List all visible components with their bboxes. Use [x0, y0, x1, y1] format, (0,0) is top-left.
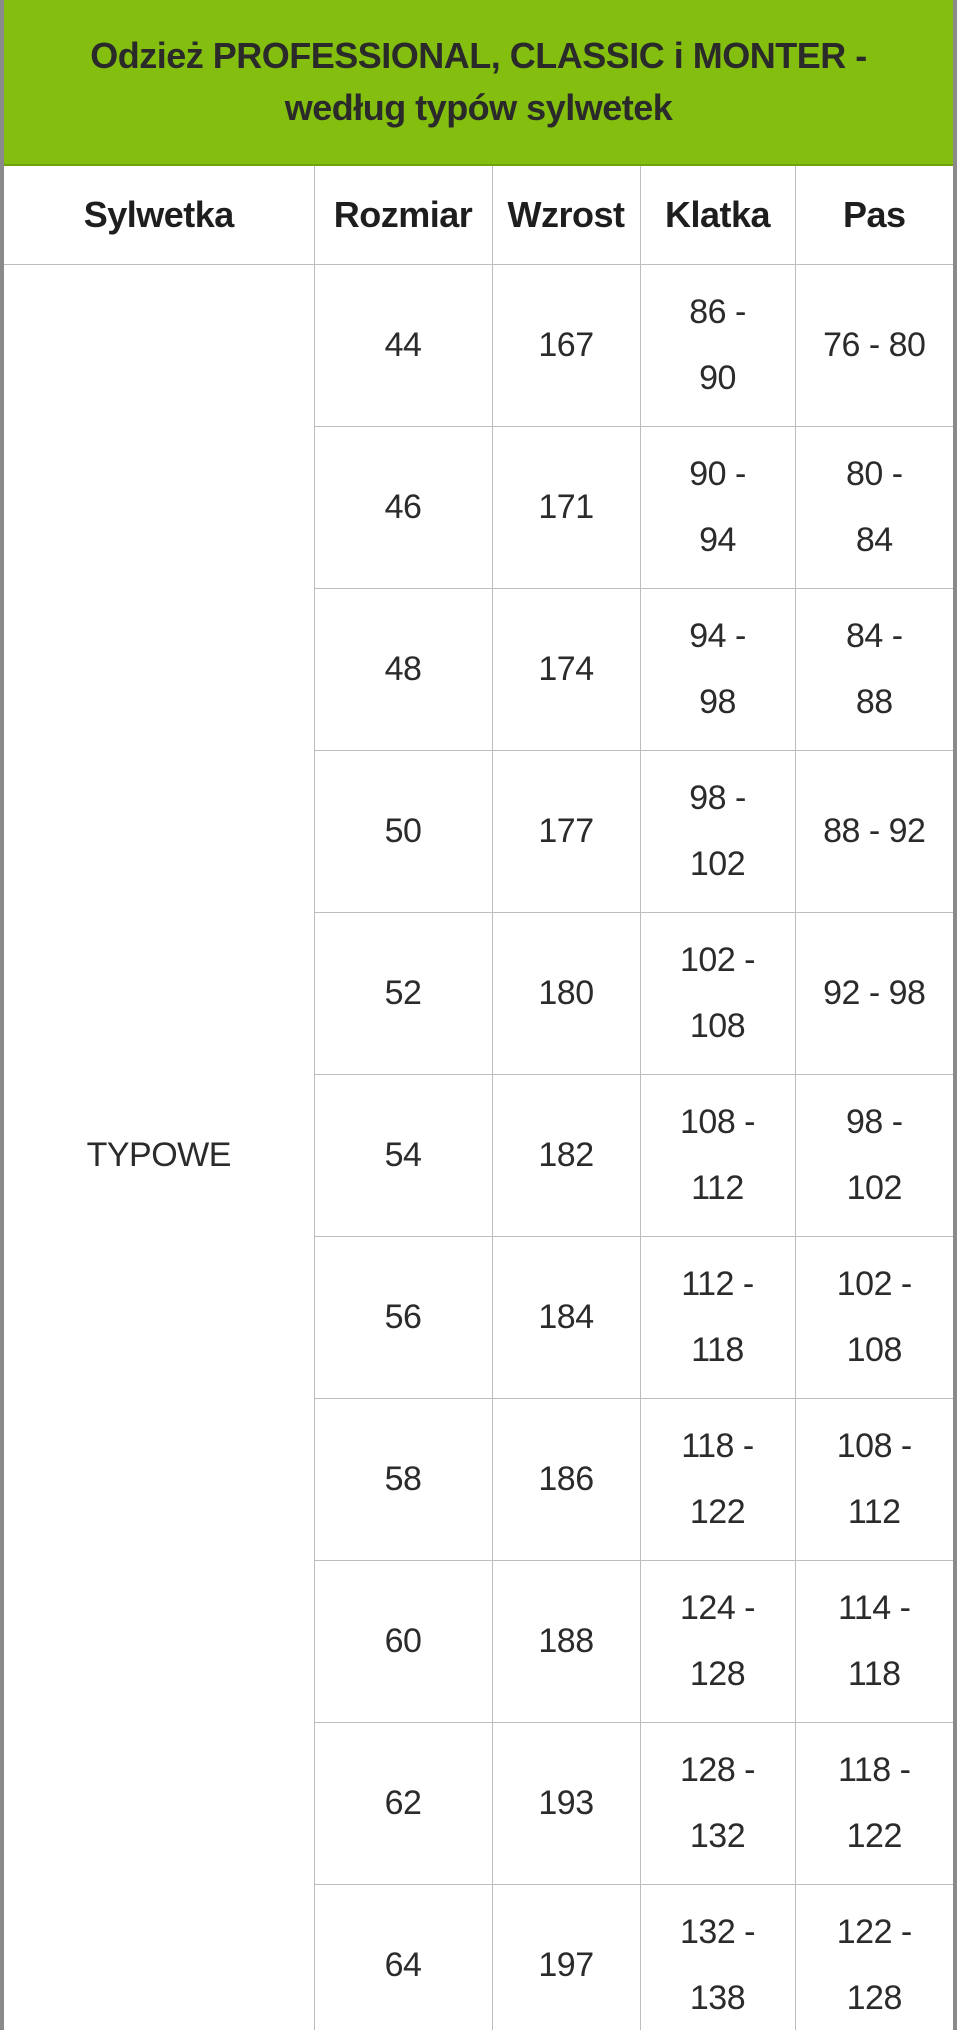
cell-pas: [795, 912, 953, 1074]
header-sylwetka: Sylwetka: [4, 166, 314, 264]
cell-klatka-line: 124 -: [680, 1589, 755, 1627]
cell-wzrost: 167: [492, 264, 640, 426]
title-line-2: według typów sylwetek: [284, 87, 673, 128]
cell-rozmiar: 52: [314, 912, 492, 1074]
cell-klatka-line: 90: [699, 359, 736, 397]
cell-pas-line: 122 -: [836, 1913, 912, 1951]
cell-pas-line: 76 - 80: [823, 326, 926, 364]
cell-klatka: [640, 588, 795, 750]
cell-wzrost: 182: [492, 1074, 640, 1236]
cell-rozmiar: 50: [314, 750, 492, 912]
title-line-1: Odzież PROFESSIONAL, CLASSIC i MONTER -: [90, 35, 867, 76]
cell-klatka-line: 138: [689, 1979, 746, 2017]
cell-klatka-line: 108 -: [680, 1103, 755, 1141]
header-rozmiar: Rozmiar: [314, 166, 492, 264]
cell-klatka: [640, 1236, 795, 1398]
cell-klatka-line: 90 -: [689, 455, 746, 493]
cell-pas: [795, 264, 953, 426]
cell-klatka-line: 108: [689, 1007, 746, 1045]
cell-pas: [795, 1722, 953, 1884]
cell-klatka-line: 128: [689, 1655, 746, 1693]
cell-pas-line: 88 - 92: [823, 812, 926, 850]
table-row: [4, 264, 953, 426]
cell-pas: [795, 750, 953, 912]
header-wzrost: Wzrost: [492, 166, 640, 264]
header-pas: Pas: [795, 166, 953, 264]
cell-pas-line: 84: [855, 521, 893, 559]
cell-pas-line: 80 -: [845, 455, 903, 493]
cell-klatka: [640, 426, 795, 588]
cell-klatka-line: 132: [689, 1817, 746, 1855]
cell-pas-line: 88: [855, 683, 893, 721]
header-klatka: Klatka: [640, 166, 795, 264]
cell-pas-line: 92 - 98: [823, 974, 926, 1012]
cell-wzrost: 184: [492, 1236, 640, 1398]
cell-pas-line: 84 -: [845, 617, 903, 655]
cell-rozmiar: 60: [314, 1560, 492, 1722]
cell-klatka-line: 128 -: [680, 1751, 755, 1789]
cell-wzrost: 171: [492, 426, 640, 588]
cell-klatka: [640, 264, 795, 426]
table-header-row: [4, 166, 953, 264]
cell-pas-line: 98 -: [845, 1103, 903, 1141]
cell-wzrost: 197: [492, 1884, 640, 2030]
table-body: [4, 264, 953, 2030]
cell-pas: [795, 426, 953, 588]
cell-klatka-line: 94 -: [689, 617, 746, 655]
cell-pas: [795, 1560, 953, 1722]
cell-rozmiar: 48: [314, 588, 492, 750]
cell-pas: [795, 1884, 953, 2030]
cell-klatka: [640, 1884, 795, 2030]
cell-klatka-line: 98: [699, 683, 736, 721]
cell-klatka-line: 94: [699, 521, 736, 559]
silhouette-cell: TYPOWE: [4, 264, 314, 2030]
cell-pas-line: 112: [847, 1493, 901, 1531]
cell-klatka: [640, 1722, 795, 1884]
cell-rozmiar: 56: [314, 1236, 492, 1398]
cell-pas: [795, 1398, 953, 1560]
cell-klatka-line: 112 -: [681, 1265, 754, 1303]
cell-wzrost: 186: [492, 1398, 640, 1560]
cell-klatka-line: 118: [691, 1331, 744, 1369]
cell-pas: [795, 588, 953, 750]
cell-pas: [795, 1074, 953, 1236]
cell-klatka-line: 86 -: [689, 293, 746, 331]
cell-pas-line: 102 -: [836, 1265, 912, 1303]
cell-pas-line: 122: [846, 1817, 902, 1855]
cell-rozmiar: 46: [314, 426, 492, 588]
cell-klatka: [640, 750, 795, 912]
cell-wzrost: 177: [492, 750, 640, 912]
cell-pas: [795, 1236, 953, 1398]
cell-klatka: [640, 1074, 795, 1236]
cell-klatka-line: 102 -: [680, 941, 755, 979]
cell-klatka-line: 98 -: [689, 779, 746, 817]
cell-wzrost: 180: [492, 912, 640, 1074]
cell-klatka-line: 102: [689, 845, 746, 883]
cell-klatka-line: 112: [691, 1169, 744, 1207]
cell-klatka: [640, 1560, 795, 1722]
cell-rozmiar: 64: [314, 1884, 492, 2030]
cell-klatka: [640, 912, 795, 1074]
cell-wzrost: 193: [492, 1722, 640, 1884]
cell-pas-line: 108: [846, 1331, 902, 1369]
cell-rozmiar: 58: [314, 1398, 492, 1560]
cell-pas-line: 108 -: [836, 1427, 912, 1465]
cell-pas-line: 128: [846, 1979, 902, 2017]
cell-wzrost: 188: [492, 1560, 640, 1722]
cell-klatka: [640, 1398, 795, 1560]
cell-pas-line: 102: [846, 1169, 902, 1207]
cell-klatka-line: 118 -: [681, 1427, 754, 1465]
cell-rozmiar: 62: [314, 1722, 492, 1884]
cell-rozmiar: 44: [314, 264, 492, 426]
cell-wzrost: 174: [492, 588, 640, 750]
cell-klatka-line: 132 -: [680, 1913, 755, 1951]
title-banner: [4, 0, 953, 166]
cell-pas-line: 118: [847, 1655, 901, 1693]
cell-rozmiar: 54: [314, 1074, 492, 1236]
cell-pas-line: 114 -: [838, 1589, 911, 1627]
cell-klatka-line: 122: [689, 1493, 746, 1531]
cell-pas-line: 118 -: [838, 1751, 911, 1789]
size-table: [4, 166, 953, 2030]
